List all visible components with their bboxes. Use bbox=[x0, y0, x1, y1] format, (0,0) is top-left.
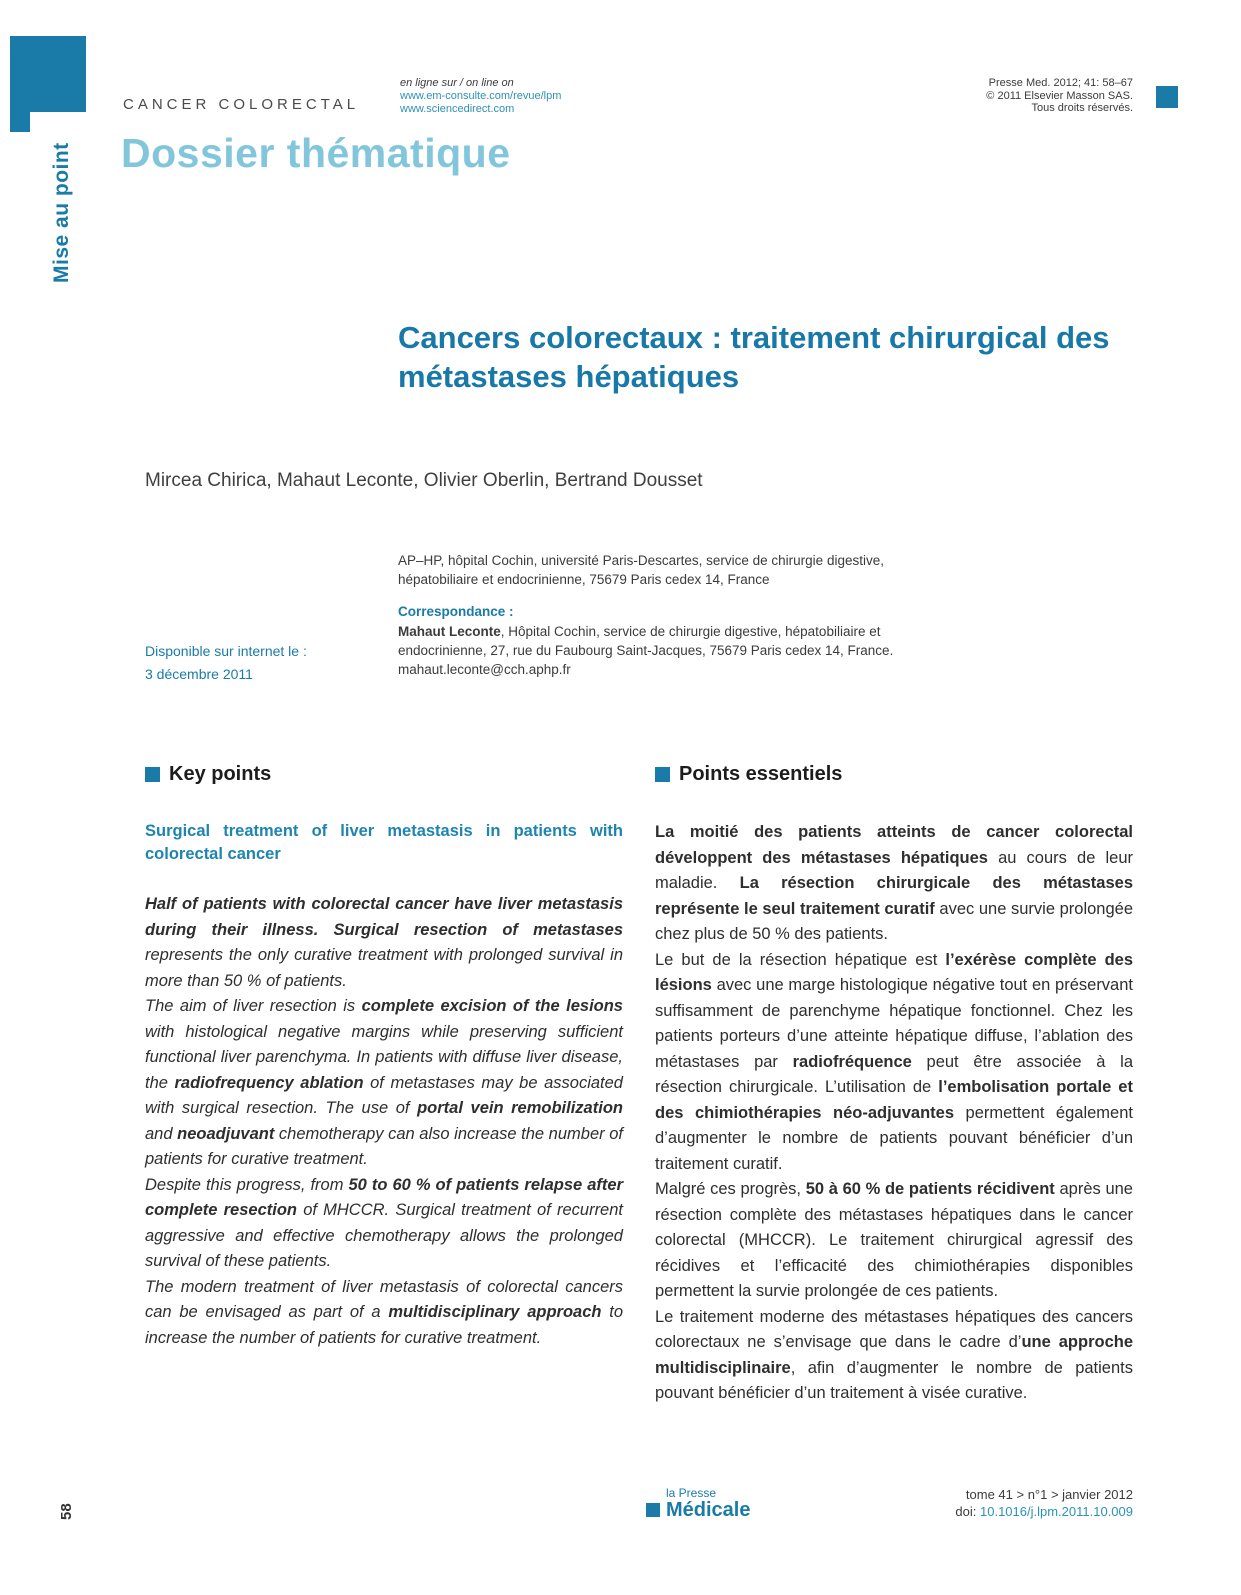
available-online-date: 3 décembre 2011 bbox=[145, 666, 253, 682]
points-essentiels-heading-row bbox=[655, 763, 1133, 786]
logo-text bbox=[666, 1487, 750, 1520]
sciencedirect-link[interactable]: www.sciencedirect.com bbox=[400, 103, 515, 115]
key-points-heading: Key points bbox=[169, 763, 272, 785]
correspondence-address: , Hôpital Cochin, service de chirurgie digestive, hépatobiliaire et endocrinienne, 27, rue du Faubourg Saint-Jacques, 75679 Paris cedex 14, France. bbox=[398, 624, 894, 658]
doi-link[interactable]: 10.1016/j.lpm.2011.10.009 bbox=[980, 1504, 1133, 1519]
paragraph: Malgré ces progrès, 50 à 60 % de patients récidivent après une résection complète des métastases hépatiques dans le cancer colorectal (MHCCR). Le traitement chirurgical agressif des récidives et l’efficacité des chimiothérapies disponibles permettent la survie prolongée de ces patients. bbox=[655, 1180, 1133, 1300]
square-bullet-icon bbox=[655, 767, 670, 782]
em-consulte-link[interactable]: www.em-consulte.com/revue/lpm bbox=[400, 90, 562, 102]
authors-line: Mircea Chirica, Mahaut Leconte, Olivier Oberlin, Bertrand Dousset bbox=[145, 470, 703, 491]
correspondence-name: Mahaut Leconte bbox=[398, 624, 501, 639]
online-availability-label: en ligne sur / on line on bbox=[400, 77, 514, 89]
section-label: CANCER COLORECTAL bbox=[123, 96, 360, 113]
square-bullet-icon bbox=[145, 767, 160, 782]
paragraph: The modern treatment of liver metastasis of colorectal cancers can be envisaged as part of a multidisciplinary approach to increase the number of patients for curative treatment. bbox=[145, 1277, 623, 1347]
points-essentiels-heading: Points essentiels bbox=[679, 763, 843, 785]
journal-logo-square bbox=[10, 36, 86, 112]
logo-square-icon bbox=[646, 1503, 660, 1517]
journal-reference-block bbox=[986, 77, 1133, 115]
footer-issue-block bbox=[955, 1486, 1133, 1520]
issue-line: tome 41 > n°1 > janvier 2012 bbox=[965, 1487, 1133, 1502]
affiliation-text: AP–HP, hôpital Cochin, université Paris-Descartes, service de chirurgie digestive, hépatobiliaire et endocrinienne, 75679 Paris cedex 14, France bbox=[398, 553, 884, 587]
key-points-heading-row bbox=[145, 763, 623, 786]
page-number: 58 bbox=[58, 1503, 75, 1520]
vertical-section-label: Mise au point bbox=[50, 142, 73, 283]
correspondence-label: Correspondance : bbox=[398, 604, 514, 619]
correspondence-email: mahaut.leconte@cch.aphp.fr bbox=[398, 662, 571, 677]
paragraph: The aim of liver resection is complete excision of the lesions with histological negative margins while preserving sufficient functional liver parenchyma. In patients with diffuse liver disease, the radiofrequency ablation of metastases may be associated with surgical resection. The use of portal vein remobilization and neoadjuvant chemotherapy can also increase the number of patients for curative treatment. bbox=[145, 997, 623, 1168]
paragraph: Half of patients with colorectal cancer have liver metastasis during their illness. Surgical resection of metastases represents the only curative treatment with prolonged survival in more than 50 % of patients. bbox=[145, 895, 623, 990]
doi-line bbox=[955, 1503, 1133, 1520]
rights-line: Tous droits réservés. bbox=[1031, 102, 1133, 114]
article-title: Cancers colorectaux : traitement chirurgical des métastases hépatiques bbox=[398, 320, 1110, 394]
doi-label: doi: bbox=[955, 1504, 980, 1519]
presse-medicale-logo bbox=[646, 1487, 750, 1520]
key-points-column bbox=[145, 763, 623, 1351]
paragraph: La moitié des patients atteints de cancer colorectal développent des métastases hépatiques au cours de leur maladie. La résection chirurgicale des métastases représente le seul traitement curatif avec une survie prolongée chez plus de 50 % des patients. bbox=[655, 823, 1134, 943]
logo-text-top: la Presse bbox=[666, 1486, 717, 1500]
corner-decoration-square bbox=[1156, 86, 1178, 108]
paragraph: Le traitement moderne des métastases hépatiques des cancers colorectaux ne s’envisage que dans le cadre d’une approche multidisciplinaire, afin d’augmenter le nombre de patients pouvant bénéficier d’un traitement à visée curative. bbox=[655, 1307, 1133, 1402]
correspondence-block bbox=[398, 622, 918, 679]
points-essentiels-column bbox=[655, 763, 1133, 1407]
logo-text-bottom: Médicale bbox=[666, 1499, 751, 1521]
key-points-subheading: Surgical treatment of liver metastasis in patients with colorectal cancer bbox=[145, 822, 623, 863]
online-availability-block bbox=[400, 77, 561, 116]
key-points-body bbox=[145, 892, 623, 1351]
journal-citation: Presse Med. 2012; 41: 58–67 bbox=[988, 77, 1133, 89]
dossier-heading: Dossier thématique bbox=[121, 130, 511, 176]
journal-logo-square-small bbox=[10, 112, 30, 132]
paragraph: Le but de la résection hépatique est l’exérèse complète des lésions avec une marge histologique négative tout en préservant suffisamment de parenchyme hépatique fonctionnel. Chez les patients porteurs d’une atteinte hépatique diffuse, l’ablation des métastases par radiofréquence peut être associée à la résection chirurgicale. L’utilisation de l’embolisation portale et des chimiothérapies néo-adjuvantes permettent également d’augmenter le nombre de patients pouvant bénéficier d’un traitement curatif. bbox=[655, 950, 1134, 1173]
available-online-block bbox=[145, 640, 307, 686]
paragraph: Despite this progress, from 50 to 60 % of patients relapse after complete resection of MHCCR. Surgical treatment of recurrent aggressive and effective chemotherapy allows the prolonged survival of these patients. bbox=[145, 1175, 623, 1270]
copyright-line: © 2011 Elsevier Masson SAS. bbox=[986, 89, 1133, 102]
available-online-label: Disponible sur internet le : bbox=[145, 643, 307, 659]
points-essentiels-body bbox=[655, 820, 1133, 1407]
